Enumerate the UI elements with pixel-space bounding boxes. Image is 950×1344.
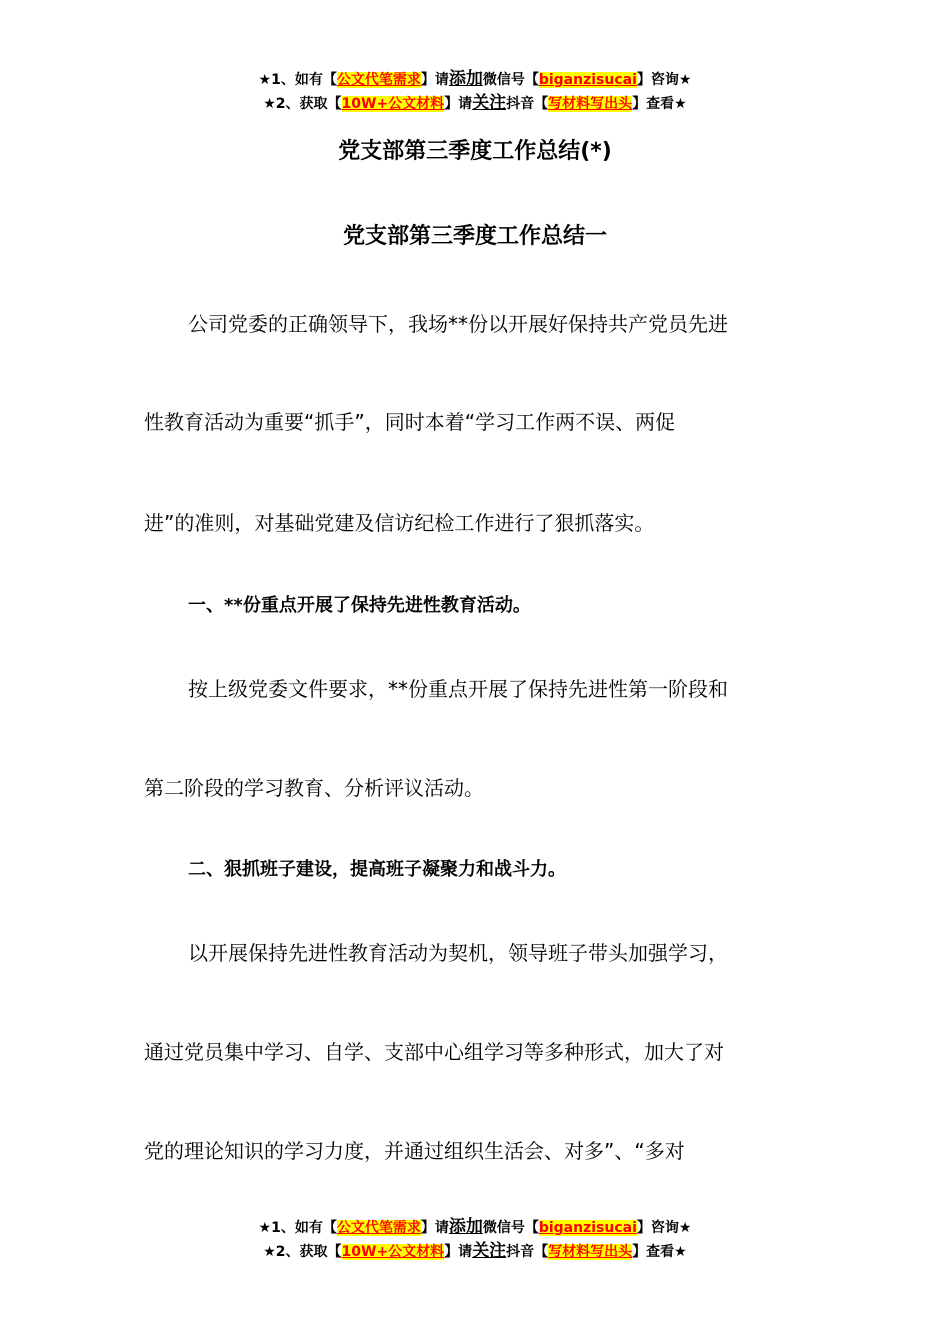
banner-highlight-douyin: 写材料写出头 <box>548 96 633 112</box>
header-banner <box>0 68 950 116</box>
banner-highlight-service: 公文代笔需求 <box>336 72 421 88</box>
document-title: 党支部第三季度工作总结(*) <box>338 139 612 164</box>
banner-highlight-service: 公文代笔需求 <box>336 1220 421 1236</box>
banner-line-1: ★1、如有【公文代笔需求】请添加微信号【biganzisucai】咨询★ <box>258 1217 692 1237</box>
paragraph-line: 第二阶段的学习教育、分析评议活动。 <box>144 776 484 800</box>
banner-line-2: ★2、获取【10W+公文材料】请关注抖音【写材料写出头】查看★ <box>263 1241 687 1261</box>
paragraph-line: 按上级党委文件要求，**份重点开展了保持先进性第一阶段和 <box>188 677 728 701</box>
banner-highlight-materials: 10W+公文材料 <box>341 1244 445 1260</box>
paragraph-line: 通过党员集中学习、自学、支部中心组学习等多种形式，加大了对 <box>144 1040 724 1064</box>
paragraph-line: 党的理论知识的学习力度，并通过组织生活会、对多”、“多对 <box>144 1139 685 1163</box>
paragraph-line: 公司党委的正确领导下，我场**份以开展好保持共产党员先进 <box>188 312 728 336</box>
banner-highlight-douyin: 写材料写出头 <box>548 1244 633 1260</box>
document-subtitle: 党支部第三季度工作总结一 <box>342 224 607 249</box>
paragraph-line: 进”的准则，对基础党建及信访纪检工作进行了狠抓落实。 <box>144 511 655 535</box>
banner-line-2: ★2、获取【10W+公文材料】请关注抖音【写材料写出头】查看★ <box>263 93 687 113</box>
paragraph-line: 以开展保持先进性教育活动为契机，领导班子带头加强学习， <box>188 941 728 965</box>
banner-highlight-wechat: biganzisucai <box>538 72 637 88</box>
banner-highlight-materials: 10W+公文材料 <box>341 96 445 112</box>
paragraph-line: 性教育活动为重要“抓手”，同时本着“学习工作两不误、两促 <box>144 410 676 434</box>
section-heading-1: 一、**份重点开展了保持先进性教育活动。 <box>188 595 531 616</box>
banner-highlight-wechat: biganzisucai <box>538 1220 637 1236</box>
section-heading-2: 二、狠抓班子建设，提高班子凝聚力和战斗力。 <box>188 859 566 880</box>
banner-line-1: ★1、如有【公文代笔需求】请添加微信号【biganzisucai】咨询★ <box>258 69 692 89</box>
footer-banner <box>0 1216 950 1264</box>
